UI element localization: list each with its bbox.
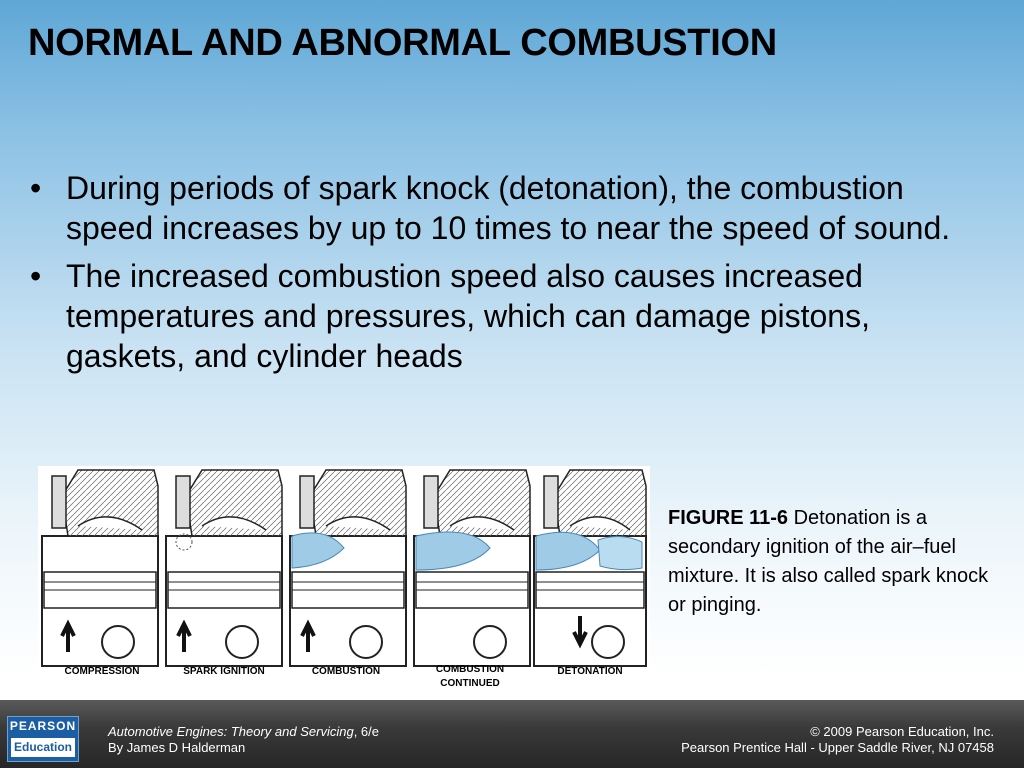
stage-combustion-continued [414, 470, 530, 689]
spark-plug-icon [424, 476, 438, 528]
stage-label: COMBUSTION [311, 666, 381, 677]
book-title: Automotive Engines: Theory and Servicing [108, 724, 354, 739]
stage-spark-ignition [166, 470, 282, 677]
copyright-text: © 2009 Pearson Education, Inc. [810, 724, 994, 739]
stage-compression [42, 470, 158, 677]
bullet-dot-icon: • [30, 170, 42, 206]
stage-label: SPARK IGNITION [183, 666, 265, 677]
bullet-text: The increased combustion speed also causes increased temperatures and pressures, which can damage pistons, gaskets, and cylinder heads [66, 258, 870, 374]
stage-detonation [534, 470, 646, 677]
book-edition: , 6/e [353, 724, 379, 739]
combustion-figure [38, 466, 650, 692]
footer-bar [0, 700, 1024, 768]
stage-label: DETONATION [557, 666, 623, 677]
spark-plug-icon [176, 476, 190, 528]
stage-label-line2: CONTINUED [440, 678, 500, 689]
combustion-diagram [38, 466, 650, 692]
detonation-zone [598, 536, 642, 569]
footer-book-info [108, 724, 379, 756]
stage-combustion [290, 470, 406, 677]
spark-plug-icon [52, 476, 66, 528]
bullet-dot-icon: • [30, 258, 42, 294]
pearson-logo [7, 716, 79, 762]
slide-title: NORMAL AND ABNORMAL COMBUSTION [28, 22, 777, 64]
bullet-item [28, 168, 968, 248]
bullet-list [28, 168, 968, 384]
logo-top-text: PEARSON [9, 719, 77, 733]
stage-label: COMBUSTION [435, 664, 505, 675]
spark-plug-icon [544, 476, 558, 528]
bullet-text: During periods of spark knock (detonation), the combustion speed increases by up to 10 times to near the speed of sound. [66, 170, 951, 246]
footer-publisher-info [681, 724, 994, 756]
publisher-text: Pearson Prentice Hall - Upper Saddle River, NJ 07458 [681, 740, 994, 755]
figure-caption [668, 504, 1008, 620]
bullet-item [28, 256, 968, 376]
figure-caption-text: Detonation is a secondary ignition of the air–fuel mixture. It is also called spark knock or pinging. [668, 507, 989, 616]
stage-label: COMPRESSION [64, 666, 140, 677]
logo-bottom-text: Education [11, 738, 75, 757]
book-author: By James D Halderman [108, 740, 246, 755]
figure-number: FIGURE 11-6 [668, 507, 789, 529]
spark-plug-icon [300, 476, 314, 528]
